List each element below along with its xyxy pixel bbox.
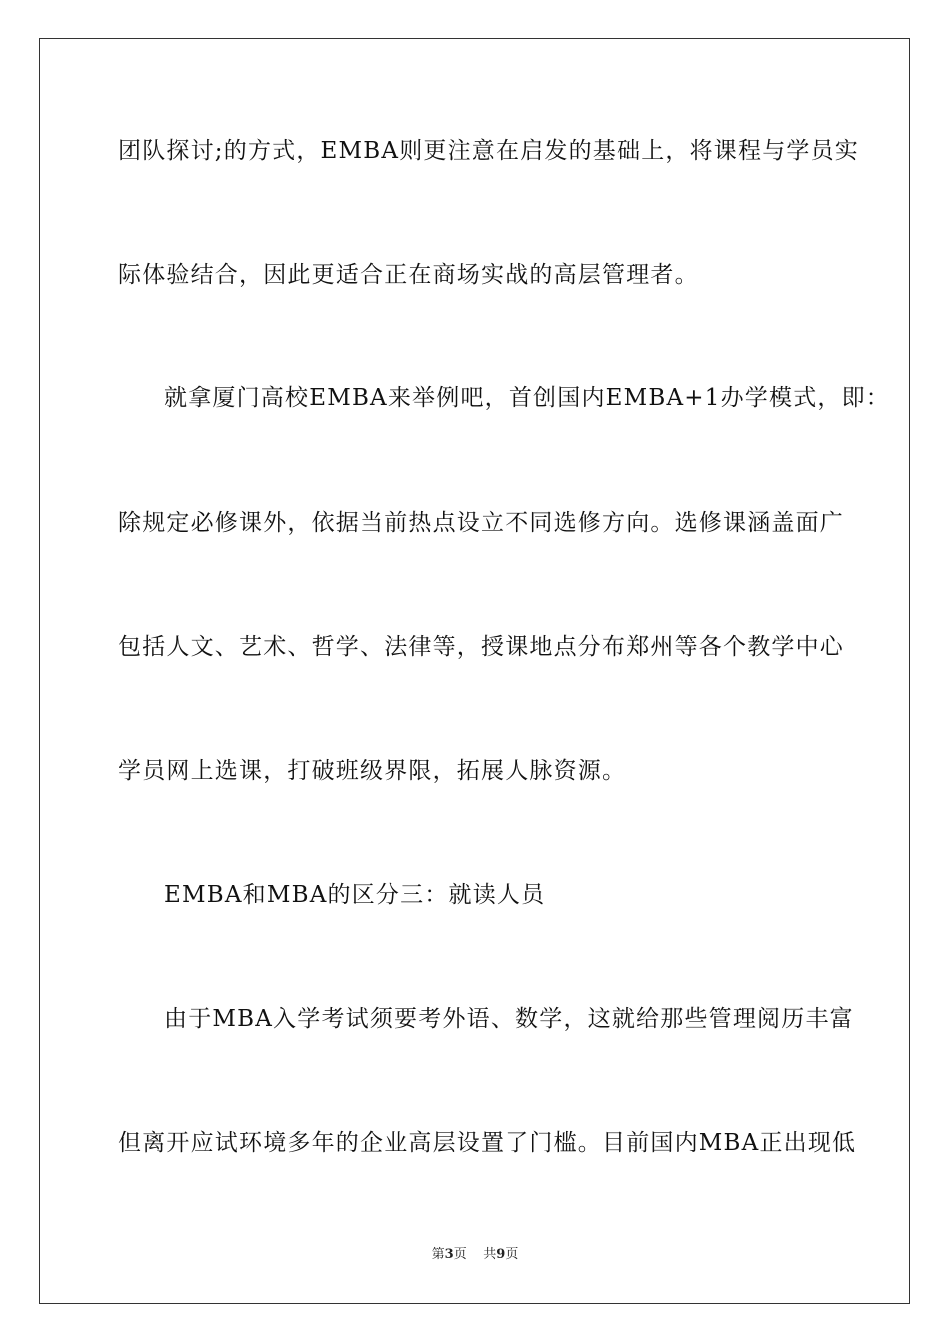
section-heading: EMBA和MBA的区分三：就读人员 (164, 882, 546, 908)
page-border (39, 38, 910, 1304)
body-line-5: 包括人文、艺术、哲学、法律等，授课地点分布郑州等各个教学中心 (118, 634, 844, 660)
page-footer (0, 1246, 950, 1264)
body-line-8: 由于MBA入学考试须要考外语、数学，这就给那些管理阅历丰富 (164, 1006, 854, 1032)
footer-total-pages: 9 (496, 1247, 506, 1262)
footer-total-prefix: 共 (483, 1247, 497, 1262)
footer-page-suffix: 页 (453, 1247, 467, 1262)
footer-page-prefix: 第 (431, 1247, 445, 1262)
body-line-4: 除规定必修课外，依据当前热点设立不同选修方向。选修课涵盖面广 (118, 510, 844, 536)
body-line-1: 团队探讨;的方式，EMBA则更注意在启发的基础上，将课程与学员实 (118, 138, 860, 164)
body-line-6: 学员网上选课，打破班级界限，拓展人脉资源。 (118, 758, 627, 784)
body-line-3: 就拿厦门高校EMBA来举例吧，首创国内EMBA+1办学模式，即： (164, 385, 891, 411)
body-line-2: 际体验结合，因此更适合正在商场实战的高层管理者。 (118, 262, 699, 288)
footer-total-suffix: 页 (505, 1247, 519, 1262)
body-line-9: 但离开应试环境多年的企业高层设置了门槛。目前国内MBA正出现低 (118, 1130, 857, 1156)
footer-page-number: 3 (444, 1247, 454, 1262)
